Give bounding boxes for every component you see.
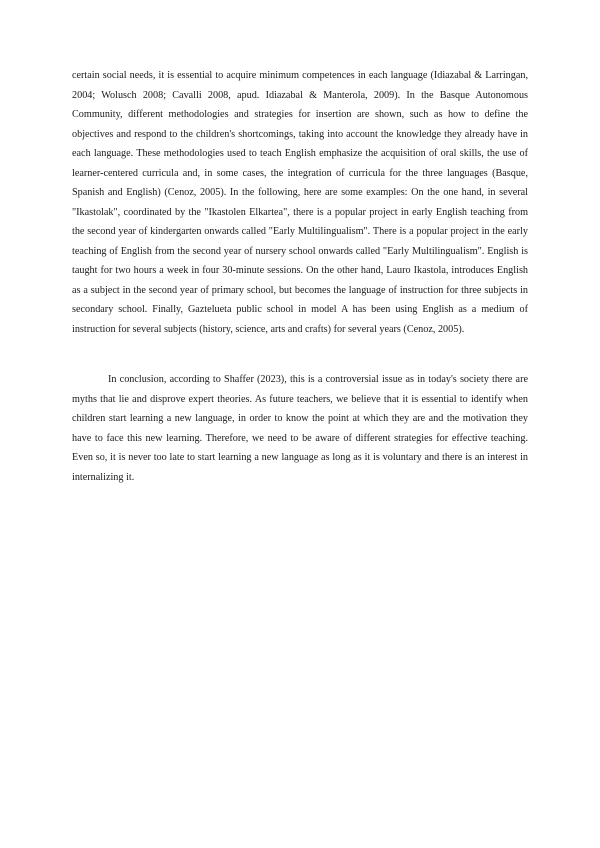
body-paragraph-1: certain social needs, it is essential to acquire minimum competences in each language (Idiazabal & Larringan, 2004; Wolusch 2008; Cavalli 2008, apud. Idiazabal & Manterola, 2009). In the Basque Autonomous Community, different methodologies and strategies for insertion are shown, such as how to define the objectives and respond to the children's shortcomings, taking into account the knowledge they already have in each language. These methodologies used to teach English emphasize the acquisition of oral skills, the use of learner-centered curricula and, in some cases, the integration of curricula for the three languages (Basque, Spanish and English) (Cenoz, 2005). In the following, here are some examples: On the one hand, in several "Ikastolak", coordinated by the "Ikastolen Elkartea", there is a popular project in early English teaching from the second year of kindergarten onwards called "Early Multilingualism". There is a popular project in the early teaching of English from the second year of nursery school onwards called "Early Multilingualism". English is taught for two hours a week in four 30-minute sessions. On the other hand, Lauro Ikastola, introduces English as a subject in the second year of primary school, but becomes the language of instruction for three subjects in secondary school. Finally, Gaztelueta public school in model A has been using English as a medium of instruction for several subjects (history, science, arts and crafts) for several years (Cenoz, 2005). <box>72 70 528 335</box>
body-paragraph-2: In conclusion, according to Shaffer (2023), this is a controversial issue as in today's society there are myths that lie and disprove expert theories. As future teachers, we believe that it is essential to identify when children start learning a new language, in order to know the point at which they are and the motivation they have to face this new learning. Therefore, we need to be aware of different strategies for effective teaching. Even so, it is never too late to start learning a new language as long as it is voluntary and there is an interest in internalizing it. <box>72 374 528 483</box>
